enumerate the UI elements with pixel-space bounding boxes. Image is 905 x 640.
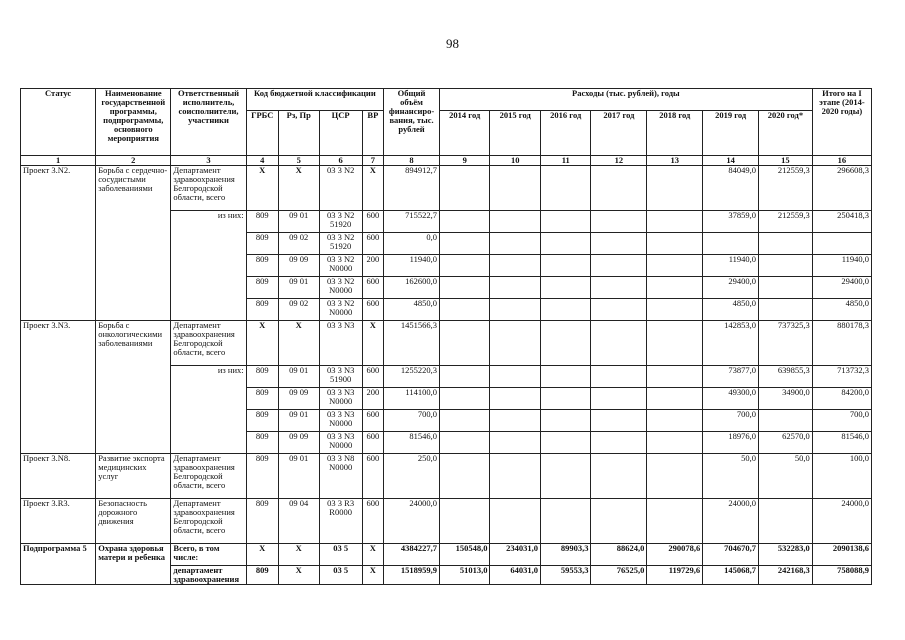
y2020-cell: [759, 255, 813, 277]
rz-pr-cell: 09 01: [278, 454, 319, 499]
csr-cell: 03 3 N3 N0000: [319, 410, 362, 432]
col-header-year: 2018 год: [647, 111, 703, 156]
y2017-cell: [591, 432, 647, 454]
column-number: 6: [319, 156, 362, 166]
y2017-cell: 76525,0: [591, 566, 647, 585]
col-header-responsible: Ответственный исполнитель, соисполнители, участники: [171, 89, 246, 156]
csr-cell: 03 3 N2 51920: [319, 211, 362, 233]
y2014-cell: 51013,0: [439, 566, 490, 585]
column-number: 5: [278, 156, 319, 166]
col-header-year: 2017 год: [591, 111, 647, 156]
total-cell: 114100,0: [384, 388, 440, 410]
y2017-cell: [591, 299, 647, 321]
csr-cell: 03 3 R3 R0000: [319, 499, 362, 544]
rz-pr-cell: 09 01: [278, 277, 319, 299]
total-cell: 1518959,9: [384, 566, 440, 585]
total-cell: 0,0: [384, 233, 440, 255]
status-cell: Проект 3.R3.: [21, 499, 96, 544]
y2019-cell: 11940,0: [703, 255, 759, 277]
vr-cell: 600: [362, 454, 383, 499]
itogo-cell: 250418,3: [812, 211, 871, 233]
rz-pr-cell: 09 09: [278, 255, 319, 277]
y2016-cell: 89903,3: [540, 544, 591, 566]
y2019-cell: 50,0: [703, 454, 759, 499]
y2018-cell: [647, 211, 703, 233]
grbs-cell: 809: [246, 366, 278, 388]
y2015-cell: [490, 277, 541, 299]
y2016-cell: [540, 277, 591, 299]
table-row: [21, 544, 872, 566]
csr-cell: 03 3 N3: [319, 321, 362, 366]
y2015-cell: 234031,0: [490, 544, 541, 566]
y2019-cell: 29400,0: [703, 277, 759, 299]
status-cell: Подпрограмма 5: [21, 544, 96, 585]
col-header-status: Статус: [21, 89, 96, 156]
itogo-cell: 4850,0: [812, 299, 871, 321]
y2015-cell: [490, 388, 541, 410]
grbs-cell: 809: [246, 410, 278, 432]
rz-pr-cell: 09 09: [278, 432, 319, 454]
itogo-cell: 758088,9: [812, 566, 871, 585]
y2016-cell: [540, 454, 591, 499]
y2016-cell: [540, 299, 591, 321]
column-number: 8: [384, 156, 440, 166]
y2018-cell: [647, 410, 703, 432]
y2020-cell: 50,0: [759, 454, 813, 499]
page-number: 98: [446, 36, 459, 51]
y2014-cell: [439, 166, 490, 211]
table-row: [21, 499, 872, 544]
y2019-cell: 142853,0: [703, 321, 759, 366]
y2017-cell: [591, 321, 647, 366]
total-cell: 162600,0: [384, 277, 440, 299]
vr-cell: 600: [362, 499, 383, 544]
total-cell: 11940,0: [384, 255, 440, 277]
total-cell: 894912,7: [384, 166, 440, 211]
y2015-cell: [490, 410, 541, 432]
grbs-cell: 809: [246, 566, 278, 585]
column-number: 2: [96, 156, 171, 166]
y2015-cell: [490, 321, 541, 366]
table-row: [21, 321, 872, 366]
table-row: [21, 454, 872, 499]
y2014-cell: [439, 454, 490, 499]
rz-pr-cell: 09 01: [278, 211, 319, 233]
status-cell: Проект 3.N2.: [21, 166, 96, 321]
y2017-cell: [591, 388, 647, 410]
y2016-cell: [540, 166, 591, 211]
grbs-cell: 809: [246, 255, 278, 277]
y2017-cell: [591, 277, 647, 299]
y2018-cell: [647, 299, 703, 321]
column-number: 3: [171, 156, 246, 166]
y2019-cell: 700,0: [703, 410, 759, 432]
rz-pr-cell: 09 04: [278, 499, 319, 544]
rz-pr-cell: 09 02: [278, 233, 319, 255]
y2016-cell: [540, 233, 591, 255]
csr-cell: 03 5: [319, 566, 362, 585]
responsible-cell: Департамент здравоохранения Белгородской области, всего: [171, 321, 246, 366]
total-cell: 1451566,3: [384, 321, 440, 366]
column-number: 12: [591, 156, 647, 166]
grbs-cell: 809: [246, 454, 278, 499]
y2019-cell: 145068,7: [703, 566, 759, 585]
grbs-cell: 809: [246, 499, 278, 544]
y2018-cell: [647, 233, 703, 255]
y2014-cell: [439, 233, 490, 255]
y2017-cell: [591, 366, 647, 388]
col-header-year: 2014 год: [439, 111, 490, 156]
y2020-cell: [759, 410, 813, 432]
name-cell: Развитие экспорта медицинских услуг: [96, 454, 171, 499]
y2020-cell: [759, 499, 813, 544]
y2019-cell: 18976,0: [703, 432, 759, 454]
grbs-cell: 809: [246, 432, 278, 454]
grbs-cell: 809: [246, 211, 278, 233]
itogo-cell: 880178,3: [812, 321, 871, 366]
y2017-cell: [591, 499, 647, 544]
y2016-cell: [540, 211, 591, 233]
column-number: 11: [540, 156, 591, 166]
y2020-cell: [759, 277, 813, 299]
grbs-cell: Х: [246, 544, 278, 566]
y2014-cell: 150548,0: [439, 544, 490, 566]
column-number: 13: [647, 156, 703, 166]
y2014-cell: [439, 410, 490, 432]
itogo-cell: 11940,0: [812, 255, 871, 277]
y2019-cell: 84049,0: [703, 166, 759, 211]
column-number-row: [21, 156, 872, 166]
grbs-cell: 809: [246, 233, 278, 255]
y2018-cell: [647, 499, 703, 544]
vr-cell: 600: [362, 233, 383, 255]
column-number: 10: [490, 156, 541, 166]
vr-cell: 600: [362, 366, 383, 388]
rz-pr-cell: Х: [278, 566, 319, 585]
grbs-cell: 809: [246, 299, 278, 321]
y2020-cell: [759, 299, 813, 321]
vr-cell: Х: [362, 166, 383, 211]
vr-cell: 200: [362, 255, 383, 277]
rz-pr-cell: Х: [278, 166, 319, 211]
responsible-cell: Департамент здравоохранения Белгородской области, всего: [171, 499, 246, 544]
y2016-cell: [540, 321, 591, 366]
col-header-rz-pr: Рз, Пр: [278, 111, 319, 156]
y2018-cell: [647, 432, 703, 454]
y2018-cell: [647, 321, 703, 366]
table-row: [21, 166, 872, 211]
y2020-cell: 212559,3: [759, 166, 813, 211]
total-cell: 24000,0: [384, 499, 440, 544]
y2017-cell: [591, 410, 647, 432]
y2014-cell: [439, 499, 490, 544]
y2016-cell: [540, 255, 591, 277]
y2020-cell: 34900,0: [759, 388, 813, 410]
column-number: 14: [703, 156, 759, 166]
rz-pr-cell: 09 01: [278, 410, 319, 432]
y2014-cell: [439, 321, 490, 366]
y2015-cell: 64031,0: [490, 566, 541, 585]
itogo-cell: [812, 233, 871, 255]
csr-cell: 03 3 N3 N0000: [319, 432, 362, 454]
y2015-cell: [490, 166, 541, 211]
y2015-cell: [490, 255, 541, 277]
y2017-cell: [591, 233, 647, 255]
csr-cell: 03 3 N3 N0000: [319, 388, 362, 410]
y2014-cell: [439, 255, 490, 277]
total-cell: 700,0: [384, 410, 440, 432]
y2019-cell: 37859,0: [703, 211, 759, 233]
table-body: [21, 166, 872, 585]
grbs-cell: Х: [246, 166, 278, 211]
y2014-cell: [439, 366, 490, 388]
csr-cell: 03 5: [319, 544, 362, 566]
vr-cell: 600: [362, 432, 383, 454]
y2015-cell: [490, 299, 541, 321]
column-number: 16: [812, 156, 871, 166]
csr-cell: 03 3 N2 N0000: [319, 299, 362, 321]
vr-cell: 600: [362, 211, 383, 233]
name-cell: Борьба с онкологическими заболеваниями: [96, 321, 171, 454]
y2018-cell: [647, 366, 703, 388]
column-number: 15: [759, 156, 813, 166]
column-number: 4: [246, 156, 278, 166]
y2020-cell: 639855,3: [759, 366, 813, 388]
y2019-cell: 4850,0: [703, 299, 759, 321]
vr-cell: Х: [362, 566, 383, 585]
csr-cell: 03 3 N2 51920: [319, 233, 362, 255]
col-header-year: 2019 год: [703, 111, 759, 156]
y2017-cell: [591, 454, 647, 499]
y2014-cell: [439, 432, 490, 454]
col-header-budget-code: Код бюджетной классификации: [246, 89, 384, 111]
name-cell: Борьба с сердечно-сосудистыми заболеваниями: [96, 166, 171, 321]
y2016-cell: 59553,3: [540, 566, 591, 585]
responsible-cell: из них:: [171, 211, 246, 321]
y2019-cell: [703, 233, 759, 255]
itogo-cell: 700,0: [812, 410, 871, 432]
y2016-cell: [540, 499, 591, 544]
vr-cell: Х: [362, 321, 383, 366]
col-header-total: Общий объём финансиро-вания, тыс. рублей: [384, 89, 440, 156]
csr-cell: 03 3 N8 N0000: [319, 454, 362, 499]
vr-cell: 600: [362, 277, 383, 299]
y2019-cell: 704670,7: [703, 544, 759, 566]
responsible-cell: Департамент здравоохранения Белгородской области, всего: [171, 454, 246, 499]
name-cell: Охрана здоровья матери и ребенка: [96, 544, 171, 585]
y2019-cell: 49300,0: [703, 388, 759, 410]
itogo-cell: 296608,3: [812, 166, 871, 211]
responsible-cell: Всего, в том числе:: [171, 544, 246, 566]
responsible-cell: Департамент здравоохранения Белгородской области, всего: [171, 166, 246, 211]
y2020-cell: 212559,3: [759, 211, 813, 233]
total-cell: 1255220,3: [384, 366, 440, 388]
y2016-cell: [540, 410, 591, 432]
y2020-cell: 242168,3: [759, 566, 813, 585]
y2014-cell: [439, 211, 490, 233]
y2015-cell: [490, 499, 541, 544]
column-number: 1: [21, 156, 96, 166]
y2015-cell: [490, 366, 541, 388]
rz-pr-cell: Х: [278, 544, 319, 566]
col-header-expenses: Расходы (тыс. рублей), годы: [439, 89, 812, 111]
y2018-cell: [647, 255, 703, 277]
responsible-cell: из них:: [171, 366, 246, 454]
column-number: 9: [439, 156, 490, 166]
csr-cell: 03 3 N2 N0000: [319, 277, 362, 299]
itogo-cell: 84200,0: [812, 388, 871, 410]
y2015-cell: [490, 233, 541, 255]
y2016-cell: [540, 432, 591, 454]
status-cell: Проект 3.N8.: [21, 454, 96, 499]
y2020-cell: 532283,0: [759, 544, 813, 566]
y2015-cell: [490, 432, 541, 454]
y2019-cell: 24000,0: [703, 499, 759, 544]
vr-cell: 200: [362, 388, 383, 410]
total-cell: 81546,0: [384, 432, 440, 454]
csr-cell: 03 3 N2: [319, 166, 362, 211]
itogo-cell: 2090138,6: [812, 544, 871, 566]
column-number: 7: [362, 156, 383, 166]
itogo-cell: 24000,0: [812, 499, 871, 544]
vr-cell: 600: [362, 299, 383, 321]
y2020-cell: 737325,3: [759, 321, 813, 366]
budget-table: [20, 88, 872, 585]
itogo-cell: 713732,3: [812, 366, 871, 388]
vr-cell: Х: [362, 544, 383, 566]
col-header-itogo: Итого на I этапе (2014-2020 годы): [812, 89, 871, 156]
col-header-csr: ЦСР: [319, 111, 362, 156]
y2016-cell: [540, 366, 591, 388]
y2017-cell: [591, 211, 647, 233]
y2017-cell: [591, 255, 647, 277]
y2014-cell: [439, 277, 490, 299]
itogo-cell: 81546,0: [812, 432, 871, 454]
csr-cell: 03 3 N2 N0000: [319, 255, 362, 277]
y2018-cell: [647, 277, 703, 299]
rz-pr-cell: 09 09: [278, 388, 319, 410]
y2015-cell: [490, 454, 541, 499]
rz-pr-cell: 09 02: [278, 299, 319, 321]
total-cell: 250,0: [384, 454, 440, 499]
col-header-grbs: ГРБС: [246, 111, 278, 156]
y2015-cell: [490, 211, 541, 233]
rz-pr-cell: Х: [278, 321, 319, 366]
y2016-cell: [540, 388, 591, 410]
col-header-name: Наименование государственной программы, подпрограммы, основного мероприятия: [96, 89, 171, 156]
y2018-cell: [647, 166, 703, 211]
y2014-cell: [439, 388, 490, 410]
total-cell: 4850,0: [384, 299, 440, 321]
col-header-year: 2016 год: [540, 111, 591, 156]
csr-cell: 03 3 N3 51900: [319, 366, 362, 388]
y2017-cell: 88624,0: [591, 544, 647, 566]
y2017-cell: [591, 166, 647, 211]
y2014-cell: [439, 299, 490, 321]
y2018-cell: 290078,6: [647, 544, 703, 566]
grbs-cell: Х: [246, 321, 278, 366]
total-cell: 4384227,7: [384, 544, 440, 566]
y2020-cell: 62570,0: [759, 432, 813, 454]
total-cell: 715522,7: [384, 211, 440, 233]
itogo-cell: 29400,0: [812, 277, 871, 299]
col-header-year: 2020 год*: [759, 111, 813, 156]
col-header-vr: ВР: [362, 111, 383, 156]
y2019-cell: 73877,0: [703, 366, 759, 388]
y2018-cell: [647, 454, 703, 499]
name-cell: Безопасность дорожного движения: [96, 499, 171, 544]
col-header-year: 2015 год: [490, 111, 541, 156]
y2020-cell: [759, 233, 813, 255]
y2018-cell: [647, 388, 703, 410]
grbs-cell: 809: [246, 277, 278, 299]
responsible-cell: департамент здравоохранения: [171, 566, 246, 585]
grbs-cell: 809: [246, 388, 278, 410]
vr-cell: 600: [362, 410, 383, 432]
rz-pr-cell: 09 01: [278, 366, 319, 388]
status-cell: Проект 3.N3.: [21, 321, 96, 454]
itogo-cell: 100,0: [812, 454, 871, 499]
y2018-cell: 119729,6: [647, 566, 703, 585]
